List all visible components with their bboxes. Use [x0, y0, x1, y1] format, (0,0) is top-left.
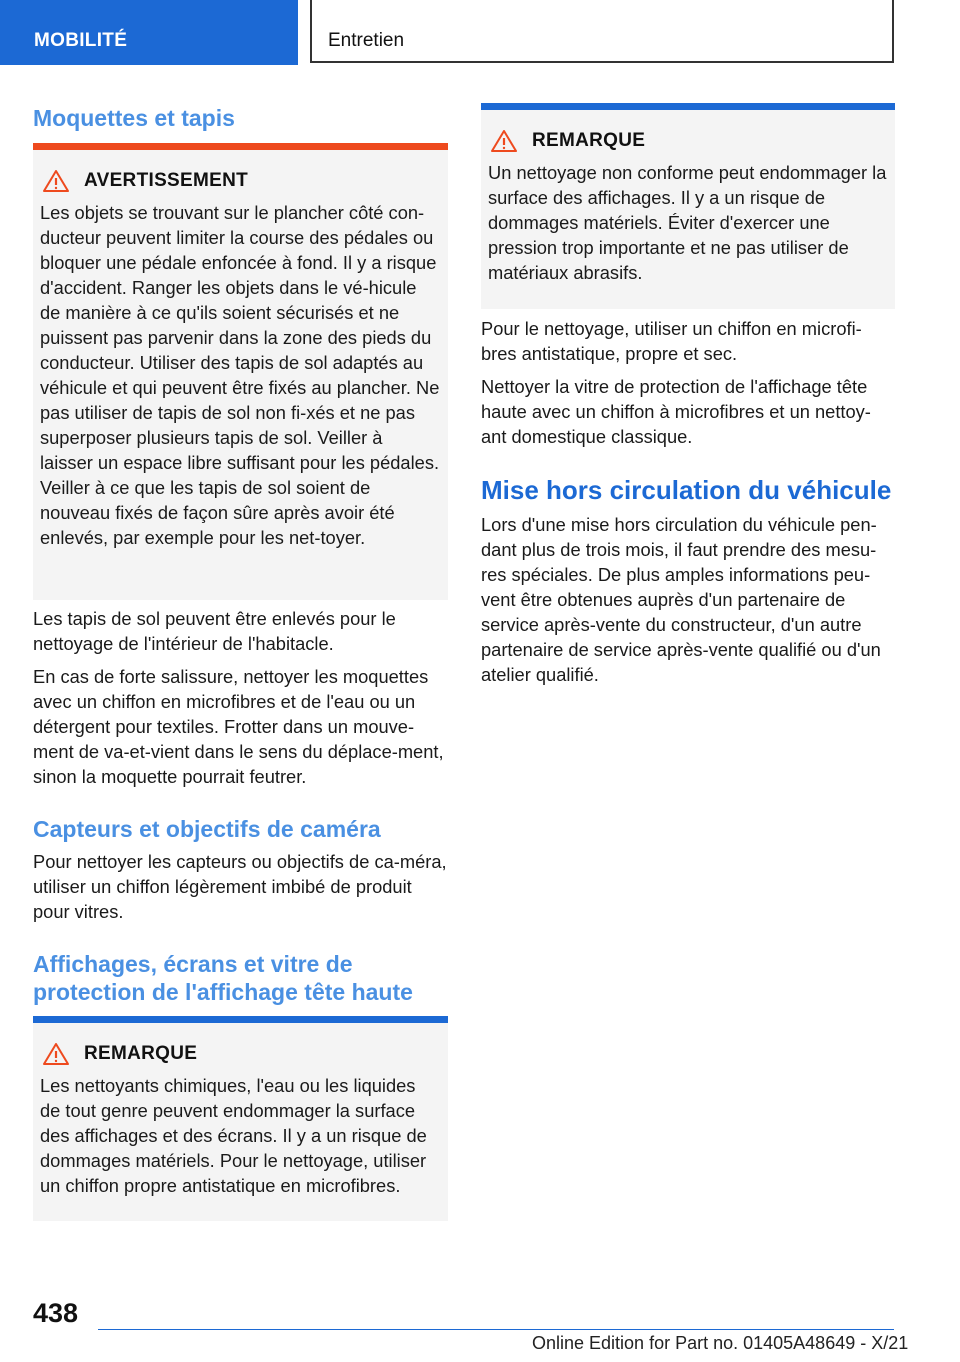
edition-note: Online Edition for Part no. 01405A48649 - X/21 — [532, 1333, 909, 1353]
displays-heading: Affichages, écrans et vitre de protection de l'affichage tête haute — [33, 951, 413, 1005]
note-text-right: Un nettoyage non conforme peut endommager la surface des affichages. Il y a un risque de dommages matériels. Éviter d'exercer une pression trop importante et ne pas utiliser de matériaux abrasifs. — [488, 162, 887, 283]
warning-text: Les objets se trouvant sur le plancher côté con-ducteur peuvent limiter la course des pédales ou bloquer une pédale enfoncée à fond. Il y a risque d'accident. Ranger les objets dans le vé-hicule de manière à ce qu'ils soient sécurisés et ne puissent pas parvenir dans la zone des pieds du conducteur. Utiliser des tapis de sol adaptés au véhicule et qui peuvent être fixés au plancher. Ne pas utiliser de tapis de sol non fi-xés et ne pas superposer plusieurs tapis de sol. Veiller à laisser un espace libre suffisant pour les pédales. Veiller à ce que les tapis de sol soient de nouveau fixés de façon sûre après avoir été enlevés, par exemple pour les net-toyer. — [40, 202, 440, 548]
carpets-paragraph-1: Les tapis de sol peuvent être enlevés pour le nettoyage de l'intérieur de l'habitacle. — [33, 608, 396, 654]
section-title: MOBILITÉ — [34, 30, 128, 51]
sensors-paragraph: Pour nettoyer les capteurs ou objectifs de ca-méra, utiliser un chiffon légèrement imbibé de produit pour vitres. — [33, 851, 447, 922]
carpets-heading: Moquettes et tapis — [33, 105, 235, 131]
note-box-left — [33, 1016, 448, 1221]
page-number: 438 — [33, 1298, 79, 1328]
note-text-left: Les nettoyants chimiques, l'eau ou les liquides de tout genre peuvent endommager la surface des affichages et des écrans. Il y a un risque de dommages matériels. Pour le nettoyage, utiliser un chiffon propre antistatique en microfibres. — [40, 1075, 427, 1196]
sensors-heading: Capteurs et objectifs de caméra — [33, 816, 381, 842]
chapter-title: Entretien — [328, 30, 405, 51]
note-title-left: REMARQUE — [84, 1043, 198, 1064]
warning-title: AVERTISSEMENT — [84, 170, 249, 191]
footer-divider — [98, 1329, 894, 1330]
storage-heading: Mise hors circulation du véhicule — [481, 475, 892, 505]
note-box-right — [481, 103, 895, 309]
warning-triangle-icon — [42, 1042, 70, 1066]
note-title-right: REMARQUE — [532, 130, 646, 151]
warning-triangle-icon — [490, 129, 518, 153]
warning-triangle-icon — [42, 169, 70, 193]
carpets-paragraph-2: En cas de forte salissure, nettoyer les moquettes avec un chiffon en microfibres et de l'eau ou un détergent pour textiles. Frotter dans un mouve-ment de va-et-vient dans le sens du déplace-ment, sinon la moquette pourrait feutrer. — [33, 666, 444, 787]
storage-paragraph: Lors d'une mise hors circulation du véhicule pen-dant plus de trois mois, il faut prendre des mesu-res spéciales. De plus amples informations peu-vent être obtenues auprès d'un partenaire de service après-vente du constructeur, d'un autre partenaire de service après-vente qualifié ou d'un atelier qualifié. — [481, 514, 881, 685]
section-tab — [0, 0, 298, 65]
displays-paragraph-2: Nettoyer la vitre de protection de l'affichage tête haute avec un chiffon à microfibres et un nettoy-ant domestique classique. — [481, 376, 871, 447]
displays-paragraph-1: Pour le nettoyage, utiliser un chiffon en microfi-bres antistatique, propre et sec. — [481, 318, 862, 364]
chapter-tab — [310, 0, 894, 63]
warning-box — [33, 143, 448, 600]
